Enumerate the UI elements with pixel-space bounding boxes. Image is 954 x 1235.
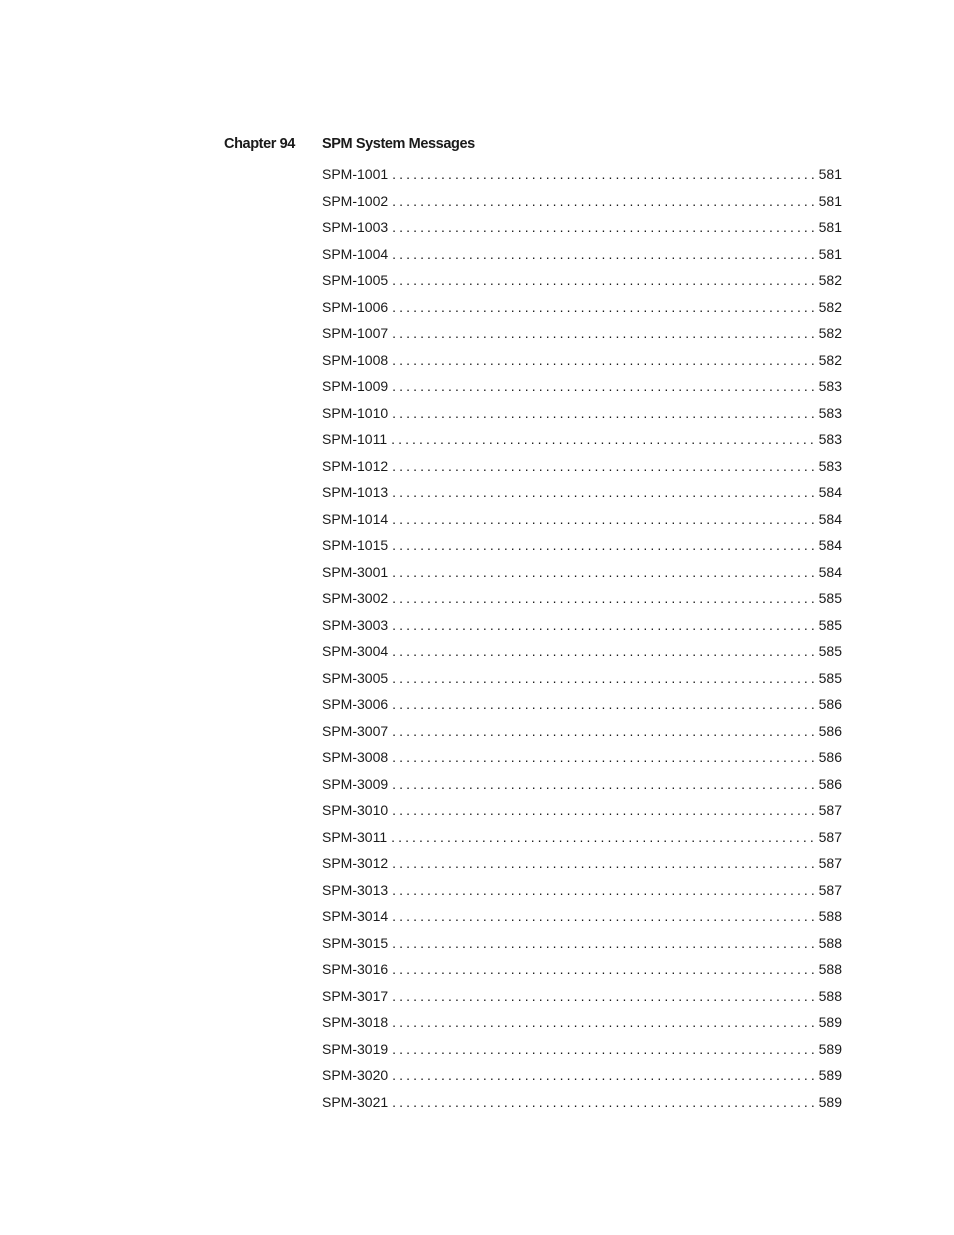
toc-entry[interactable] [322,641,842,668]
toc-entry-page: 581 [818,219,842,235]
toc-entry[interactable] [322,827,842,854]
toc-entry-page: 583 [818,404,842,421]
toc-entry-code: SPM-3006 [322,696,389,712]
toc-entry-code: SPM-1006 [322,298,389,315]
toc-entry-page: 583 [818,431,842,447]
toc-entry[interactable] [322,694,842,721]
toc-entry[interactable] [322,244,842,271]
dot-leader [392,456,816,476]
toc-entry-code: SPM-3005 [322,669,389,686]
toc-entry-page: 584 [818,537,842,553]
toc-entry-page: 586 [818,722,842,739]
toc-entry-code: SPM-3019 [322,1040,389,1057]
dot-leader [392,800,816,820]
dot-leader [392,1012,816,1032]
dot-leader [392,880,816,900]
toc-entry[interactable] [322,986,842,1013]
toc-entry-code: SPM-3018 [322,1014,389,1030]
toc-entry-code: SPM-1008 [322,351,389,368]
toc-entry[interactable] [322,1092,842,1119]
toc-entry-page: 582 [818,272,842,288]
toc-entry-page: 583 [818,457,842,474]
toc-entry[interactable] [322,482,842,509]
toc-entry-page: 589 [818,1067,842,1083]
dot-leader [391,429,817,449]
dot-leader [392,244,816,264]
toc-entry-page: 584 [818,510,842,527]
dot-leader [392,270,816,290]
toc-entry[interactable] [322,1012,842,1039]
toc-entry[interactable] [322,429,842,456]
toc-entry-code: SPM-3013 [322,881,389,898]
dot-leader [392,588,816,608]
toc-entry-code: SPM-1001 [322,166,389,182]
toc-entry-code: SPM-3008 [322,749,389,765]
dot-leader [392,641,816,661]
toc-entry-code: SPM-1015 [322,537,389,553]
toc-entry[interactable] [322,906,842,933]
toc-entry[interactable] [322,562,842,589]
toc-entry-code: SPM-3014 [322,908,389,924]
dot-leader [392,1065,816,1085]
toc-entry-page: 582 [818,325,842,341]
dot-leader [392,1092,816,1112]
toc-entry-page: 586 [818,696,842,712]
toc-list [322,164,842,1118]
dot-leader [392,959,816,979]
toc-entry-page: 584 [818,484,842,500]
dot-leader [392,562,816,582]
toc-entry[interactable] [322,588,842,615]
toc-entry[interactable] [322,800,842,827]
toc-entry-code: SPM-1004 [322,245,389,262]
toc-entry-code: SPM-1003 [322,219,389,235]
toc-entry-code: SPM-1010 [322,404,389,421]
toc-entry-code: SPM-3016 [322,961,389,977]
toc-entry-code: SPM-1011 [322,431,388,447]
toc-entry[interactable] [322,668,842,695]
dot-leader [392,774,816,794]
toc-entry-page: 581 [818,245,842,262]
toc-entry-code: SPM-1007 [322,325,389,341]
toc-entry-code: SPM-3020 [322,1067,389,1083]
toc-entry-page: 588 [818,961,842,977]
toc-entry[interactable] [322,217,842,244]
dot-leader [392,217,816,237]
dot-leader [392,164,816,184]
toc-entry-page: 588 [818,934,842,951]
toc-entry-page: 587 [818,855,842,871]
toc-entry-code: SPM-3007 [322,722,389,739]
toc-entry-code: SPM-3011 [322,828,388,845]
dot-leader [392,350,816,370]
dot-leader [392,615,816,635]
toc-entry[interactable] [322,853,842,880]
dot-leader [392,721,816,741]
toc-entry-page: 588 [818,987,842,1004]
chapter-heading [224,136,844,156]
toc-entry-code: SPM-3015 [322,934,389,951]
dot-leader [392,986,816,1006]
dot-leader [392,323,816,343]
dot-leader [392,535,816,555]
dot-leader [391,827,817,847]
dot-leader [392,906,816,926]
dot-leader [392,933,816,953]
dot-leader [392,482,816,502]
toc-entry-page: 585 [818,669,842,686]
toc-entry-code: SPM-3017 [322,987,389,1004]
toc-entry-page: 583 [818,378,842,394]
chapter-title[interactable]: SPM System Messages [322,136,475,152]
toc-entry-page: 588 [818,908,842,924]
toc-entry-page: 589 [818,1093,842,1110]
toc-entry[interactable] [322,933,842,960]
dot-leader [392,376,816,396]
dot-leader [392,1039,816,1059]
toc-entry-page: 582 [818,298,842,315]
toc-entry[interactable] [322,774,842,801]
toc-entry-code: SPM-3012 [322,855,389,871]
toc-entry[interactable] [322,721,842,748]
toc-entry-code: SPM-1013 [322,484,389,500]
toc-entry-code: SPM-3003 [322,616,389,633]
toc-entry-page: 581 [818,192,842,209]
toc-entry[interactable] [322,747,842,774]
toc-entry-code: SPM-1012 [322,457,389,474]
toc-entry[interactable] [322,615,842,642]
toc-entry-page: 587 [818,828,842,845]
toc-entry[interactable] [322,297,842,324]
dot-leader [392,509,816,529]
toc-entry-page: 584 [818,563,842,580]
toc-entry[interactable] [322,959,842,986]
toc-entry-page: 587 [818,881,842,898]
toc-entry[interactable] [322,456,842,483]
dot-leader [392,747,816,767]
toc-entry[interactable] [322,1065,842,1092]
dot-leader [392,191,816,211]
toc-entry[interactable] [322,191,842,218]
toc-entry-page: 585 [818,616,842,633]
toc-entry-code: SPM-1009 [322,378,389,394]
toc-entry[interactable] [322,350,842,377]
toc-entry[interactable] [322,164,842,191]
toc-entry-code: SPM-3021 [322,1093,389,1110]
toc-entry[interactable] [322,403,842,430]
dot-leader [392,853,816,873]
toc-entry[interactable] [322,270,842,297]
toc-entry-code: SPM-1014 [322,510,389,527]
toc-entry-page: 586 [818,749,842,765]
chapter-label: Chapter 94 [224,136,295,152]
dot-leader [392,297,816,317]
toc-entry-code: SPM-1002 [322,192,389,209]
toc-entry-page: 582 [818,351,842,368]
toc-entry-page: 585 [818,590,842,606]
toc-entry-code: SPM-1005 [322,272,389,288]
toc-entry-page: 589 [818,1040,842,1057]
toc-entry-page: 586 [818,775,842,792]
toc-entry-code: SPM-3002 [322,590,389,606]
dot-leader [392,694,816,714]
toc-entry-page: 587 [818,802,842,818]
toc-entry[interactable] [322,376,842,403]
toc-entry[interactable] [322,323,842,350]
toc-entry-code: SPM-3009 [322,775,389,792]
dot-leader [392,668,816,688]
toc-entry-code: SPM-3004 [322,643,389,659]
toc-entry[interactable] [322,535,842,562]
dot-leader [392,403,816,423]
toc-entry-code: SPM-3010 [322,802,389,818]
toc-entry-page: 589 [818,1014,842,1030]
toc-entry[interactable] [322,509,842,536]
toc-entry-code: SPM-3001 [322,563,389,580]
toc-entry-page: 581 [818,166,842,182]
toc-entry[interactable] [322,1039,842,1066]
toc-entry-page: 585 [818,643,842,659]
toc-entry[interactable] [322,880,842,907]
